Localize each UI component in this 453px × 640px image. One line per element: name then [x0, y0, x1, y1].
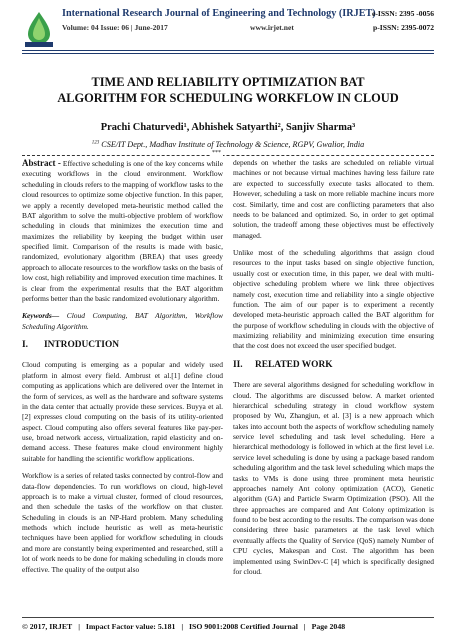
abstract-heading: Abstract -: [22, 158, 61, 168]
intro-paragraph-3: depends on whether the tasks are scheduled on reliable virtual machines or not because virtual machines having less failure rate are expected to successfully execute tasks allocated to them. However, scheduling a task on more reliable machine incurs more cost. Similarly, time and cost are conflicting parameters that also needs to be balanced and optimized. So, in order to get optimal solution, the tradeoff among these objectives must be effectively managed.: [233, 158, 434, 240]
journal-website-link[interactable]: www.irjet.net: [250, 23, 294, 32]
keywords-text: Cloud Computing, BAT Algorithm, Workflow Scheduling Algorithm.: [22, 311, 223, 331]
paper-affiliation: [22, 140, 434, 149]
page-footer: [22, 622, 434, 631]
abstract-paragraph: [22, 158, 223, 304]
journal-logo-icon: [22, 8, 56, 48]
intro-paragraph-2: Workflow is a series of related tasks connected by control-flow and data-flow dependencies. To run workflows on cloud, high-level approach is to make a virtual cluster, formed of cloud resources, and then schedule the tasks of the workflow on that cluster. Scheduling in clouds is an NP-Hard problem. Many scheduling methods which include heuristic as well as meta-heuristic techniques have been applied for workflow scheduling in clouds and more are constantly being experimented and researched, still a lot of work needs to be done for making scheduling in clouds more effective. The quality of the output also: [22, 471, 223, 574]
footer-divider: |: [303, 622, 306, 631]
footer-copyright: © 2017, IRJET: [22, 622, 73, 631]
section-number: I.: [22, 340, 28, 350]
paper-authors: Prachi Chaturvedi¹, Abhishek Satyarthi², Sanjiv Sharma³: [100, 122, 356, 133]
keywords-heading: Keywords—: [22, 311, 60, 321]
footer-iso: ISO 9001:2008 Certified Journal: [189, 622, 298, 631]
header-rule: [22, 50, 434, 51]
footer-divider: |: [181, 622, 184, 631]
paper-title-line-1: TIME AND RELIABILITY OPTIMIZATION BAT: [91, 75, 365, 89]
separator-stars: ***: [212, 150, 221, 156]
section-heading-related-work: [233, 360, 434, 370]
p-issn: p-ISSN: 2395-0072: [373, 23, 434, 32]
footer-impact-factor: Impact Factor value: 5.181: [85, 622, 176, 631]
affiliation-superscript: 123: [91, 140, 100, 146]
section-number: II.: [233, 359, 243, 370]
paper-title: [22, 74, 434, 106]
e-issn: e-ISSN: 2395 -0056: [371, 9, 434, 18]
journal-volume: Volume: 04 Issue: 06 | June-2017: [62, 23, 168, 32]
footer-divider: |: [78, 622, 80, 631]
left-column: [22, 158, 223, 582]
affiliation-text: CSE/IT Dept., Madhav Institute of Technology & Science, RGPV, Gwalior, India: [101, 140, 365, 149]
intro-paragraph-4: Unlike most of the scheduling algorithms that assign cloud resources to the input tasks based on single objective function, usually cost or execution time, in this paper, we deal with multi-objective scheduling problem where we link three objectives namely cost, execution time and reliability into a single objective function. The aim of our paper is to experiment a recently developed meta-heuristic approach called the BAT algorithm for the purpose of workflow scheduling in clouds with the objective of maximizing reliability and minimizing execution time ensuring that the cost does not exceed the user specified budget.: [233, 248, 434, 351]
paper-title-line-2: ALGORITHM FOR SCHEDULING WORKFLOW IN CLOUD: [57, 91, 399, 105]
footer-rule: [22, 617, 434, 618]
right-column: [233, 158, 434, 584]
header-rule-thin: [22, 53, 434, 54]
section-title: RELATED WORK: [255, 359, 333, 370]
section-title: INTRODUCTION: [44, 340, 120, 350]
section-heading-introduction: [22, 340, 223, 350]
related-work-paragraph: There are several algorithms designed for scheduling workflow in cloud. The algorithms are discussed below. A market oriented hierarchical scheduling strategy in cloud workflow system proposed by Wu, Zhangjun, et al. [3] is a new approach which takes into account both the aspects of workflow scheduling namely service level scheduling and task level scheduling. Here a hierarchical methodology is followed in which at the first level i.e. service level scheduling is done by using a package based random scheduling algorithm and the task level scheduling which maps the tasks to VMs is done using three prominent meta heuristic approaches namely Ant colony optimization (ACO), Genetic algorithm (GA) and Particle Swarm Optimization (PSO). All the three approaches are compared and Ant Colony optimization is found to be best according to the results. The comparison was done considering three basic parameters at the task level which eventually affects the Quality of Service (QoS) namely Number of CPU cycles, Makespan and Cost. The algorithm has been implemented using SwinDev-C [4] which is specifically designed for cloud.: [233, 380, 434, 576]
footer-page-number: Page 2048: [311, 622, 346, 631]
keywords-paragraph: [22, 311, 223, 332]
journal-name: International Research Journal of Engineering and Technology (IRJET): [62, 8, 376, 19]
intro-paragraph-1: Cloud computing is emerging as a popular and widely used platform in almost every field. Ambrust et al.[1] define cloud computing as applications which are delivered over the Internet in the form of services, as well as the hardware and software systems in the data center that actually provide these services. Buyya et al. [2] expresses cloud computing on the basis of its utility-oriented aspect. Cloud computing also offers several features like pay-per-use, broad network access, virtualization, rapid elasticity and on-demand access. These features make cloud environment highly suitable for handling the scientific workflow applications.: [22, 360, 223, 463]
abstract-text: Effective scheduling is one of the key concerns while executing workflows in the cloud environment. Workflow scheduling in clouds refers to the mapping of workflow tasks to the cloud resources to optimize some objective function. In this paper, we apply a recently developed meta-heuristic method called the BAT algorithm to solve the multi-objective problem of workflow scheduling in clouds that minimizes the execution time and maximizes the reliability by keeping the budget within user specified limit. Comparison of the results is made with basic, randomized, evolutionary algorithm (BREA) that uses greedy approach to allocate resources to the workflow tasks on the basis of low cost, high reliability and improved execution time machines. It is clear from the experimental results that the BAT algorithm performs better than the basic randomized evolutionary algorithm.: [22, 159, 223, 303]
